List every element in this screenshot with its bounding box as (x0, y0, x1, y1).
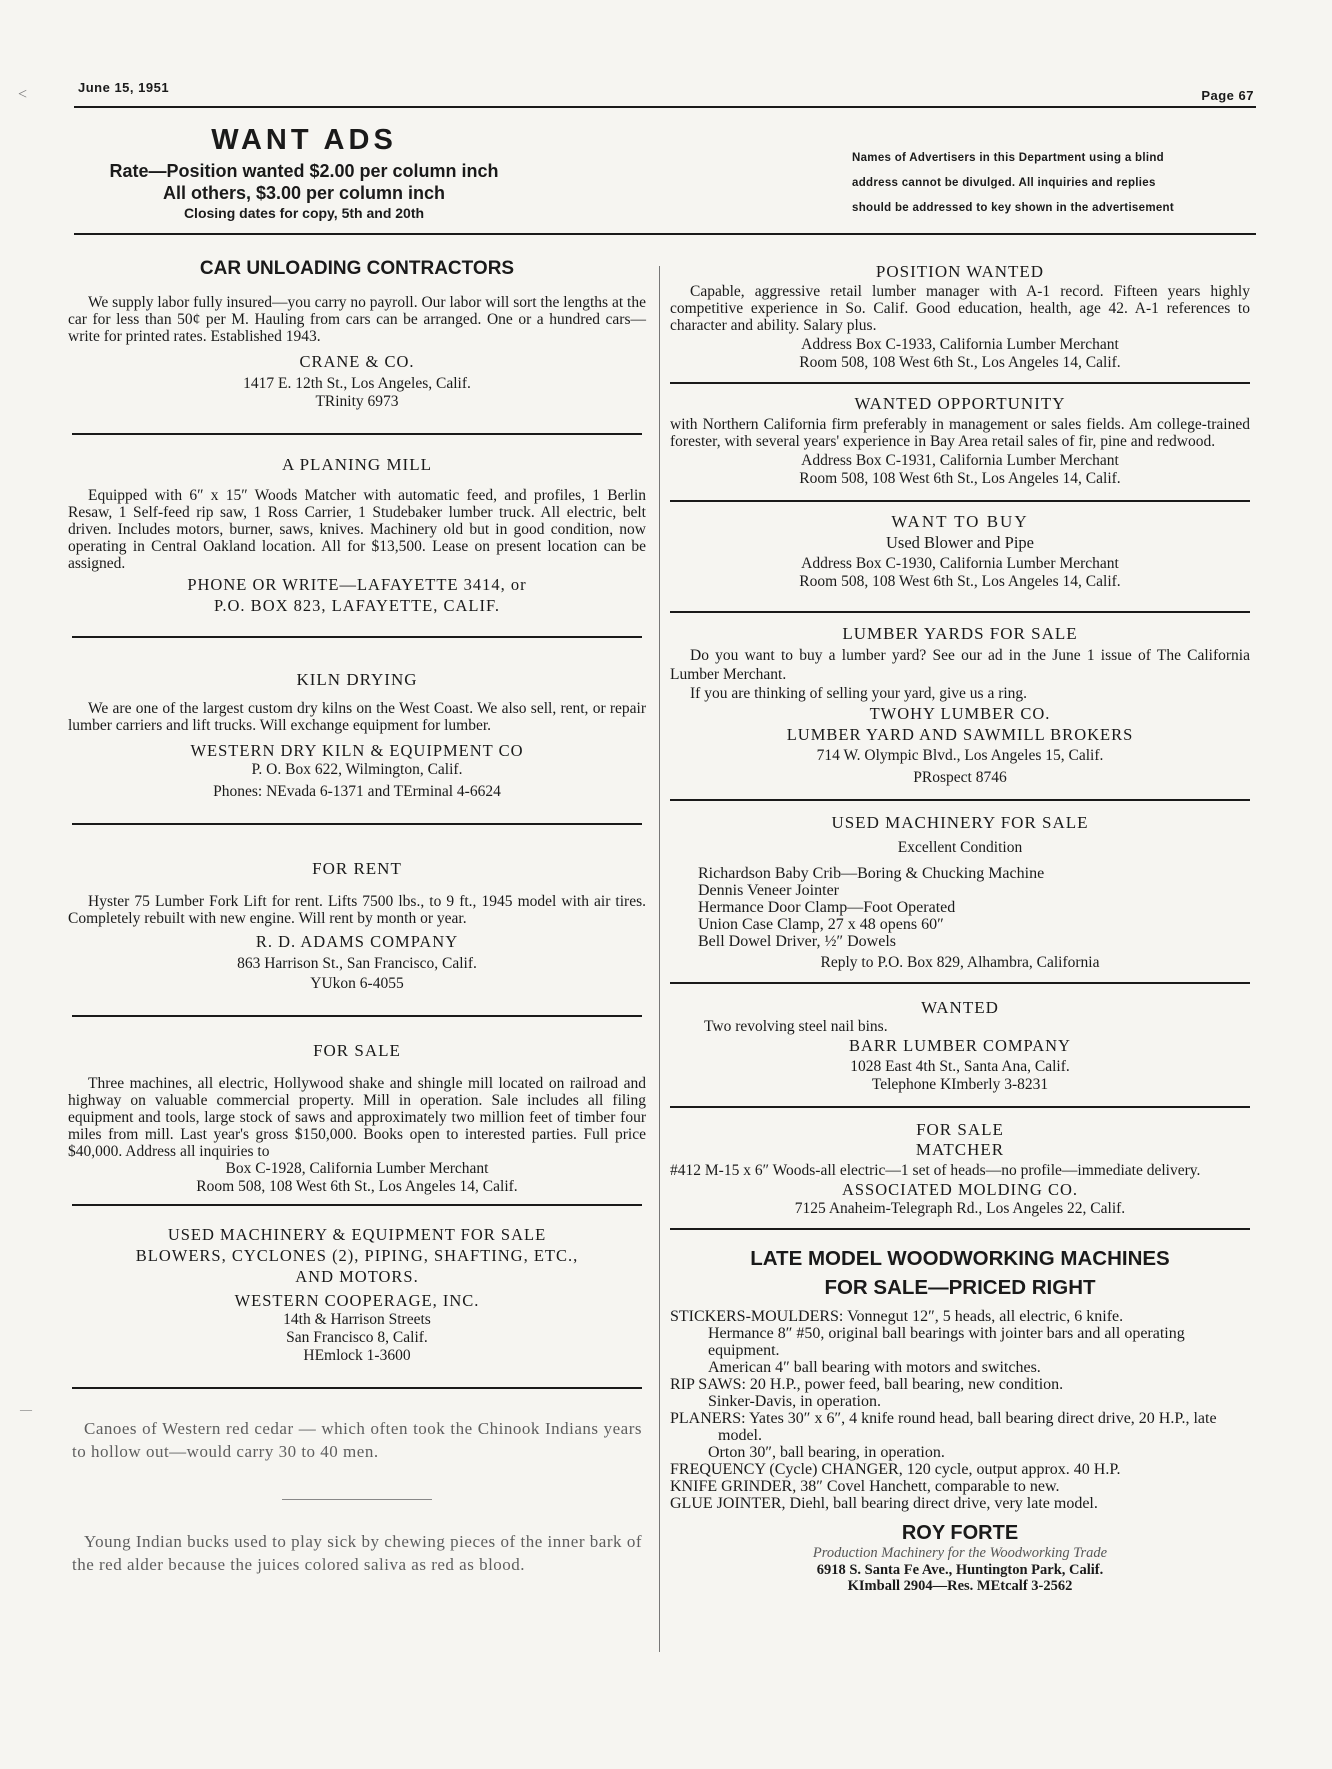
machine-line: Sinker-Davis, in operation. (708, 1393, 881, 1410)
ad-car-unloading (68, 258, 646, 411)
left-column (68, 252, 646, 1576)
advertiser-name: TWOHY LUMBER CO. (869, 704, 1051, 723)
margin-mark: < (18, 86, 28, 103)
fact-text: Young Indian bucks used to play sick by chewing pieces of the inner bark of the red alder because the juices colored saliva as red as blood. (72, 1532, 642, 1574)
ad-body: Two revolving steel nail bins. (704, 1018, 888, 1035)
machine-line: KNIFE GRINDER, 38″ Covel Hanchett, comparable to new. (670, 1478, 1060, 1495)
advertiser-address: 7125 Anaheim-Telegraph Rd., Los Angeles 22, Calif. (794, 1200, 1126, 1217)
advertiser-address-1: 14th & Harrison Streets (283, 1311, 431, 1328)
advertiser-phone: Telephone KImberly 3-8231 (871, 1076, 1049, 1093)
ad-title: WANT TO BUY (891, 512, 1029, 531)
ad-position-wanted (670, 262, 1250, 372)
ad-title: FOR SALE (313, 1041, 401, 1060)
ad-matcher (670, 1120, 1250, 1218)
machine-line: Orton 30″, ball bearing, in operation. (708, 1444, 945, 1461)
ad-title-1: LATE MODEL WOODWORKING MACHINES (750, 1247, 1170, 1270)
ad-divider (72, 1015, 642, 1017)
reply-box: Address Box C-1931, California Lumber Merchant (801, 452, 1119, 469)
ad-heading-line-1: USED MACHINERY & EQUIPMENT FOR SALE (167, 1225, 547, 1244)
machinery-item: Dennis Veneer Jointer (698, 882, 839, 899)
ad-divider (72, 823, 642, 825)
reply-address: Reply to P.O. Box 829, Alhambra, California (820, 954, 1100, 971)
advertiser-phone: HEmlock 1-3600 (303, 1347, 411, 1364)
contact-line-1: PHONE OR WRITE—LAFAYETTE 3414, or (187, 575, 527, 594)
advertiser-address: 1417 E. 12th St., Los Angeles, Calif. (243, 375, 471, 392)
ad-body: Capable, aggressive retail lumber manager with A-1 record. Fifteen years highly competitive experience in So. Calif. Good education, health, age 42. A-1 references to character and ability. Salary plus. (670, 283, 1250, 334)
ad-title: CAR UNLOADING CONTRACTORS (199, 258, 515, 279)
advertiser-name: ROY FORTE (901, 1522, 1019, 1544)
ad-divider (72, 1204, 642, 1206)
machine-line: GLUE JOINTER, Diehl, ball bearing direct drive, very late model. (670, 1495, 1098, 1512)
advertiser-note-2: address cannot be divulged. All inquiries and replies (852, 177, 1156, 189)
ad-title: WANTED OPPORTUNITY (854, 394, 1066, 413)
ad-body: Hyster 75 Lumber Fork Lift for rent. Lifts 7500 lbs., to 9 ft., 1945 model with air tires. Completely rebuilt with new engine. Will rent by month or year. (68, 893, 646, 927)
ad-body: #412 M-15 x 6″ Woods-all electric—1 set of heads—no profile—immediate delivery. (670, 1162, 1201, 1179)
ad-body: We supply labor fully insured—you carry no payroll. Our labor will sort the lengths at the car for less than 50¢ per M. Hauling from cars can be arranged. One or a hundred cars—write for printed rates. Established 1943. (68, 294, 646, 345)
want-ads-title: WANT ADS (211, 124, 397, 156)
advertiser-tagline: Production Machinery for the Woodworking Trade (812, 1545, 1108, 1561)
ad-body: Three machines, all electric, Hollywood shake and shingle mill located on railroad and highway on valuable commercial property. Mill in operation. Sale includes all filing equipment and tools, large stock of saws and approximately two million feet of timber four miles from mill. Last year's gross $150,000. Books open to interested parties. Full price $40,000. Address all inquiries to (68, 1075, 646, 1160)
ad-wanted-nail-bins (670, 998, 1250, 1094)
reply-box: Address Box C-1930, California Lumber Merchant (801, 555, 1119, 572)
ad-divider (670, 382, 1250, 384)
header-rule (74, 106, 1256, 108)
ad-condition: Excellent Condition (897, 839, 1023, 856)
advertiser-phone: YUkon 6-4055 (310, 975, 404, 992)
fact-text: Canoes of Western red cedar — which often took the Chinook Indians years to hollow out—would carry 30 to 40 men. (72, 1419, 642, 1461)
advertiser-name: ASSOCIATED MOLDING CO. (841, 1180, 1079, 1199)
machinery-list (670, 865, 1250, 950)
issue-date: June 15, 1951 (78, 80, 170, 95)
machine-line: PLANERS: Yates 30″ x 6″, 4 knife round head, ball bearing direct drive, 20 H.P., late model. (670, 1410, 1217, 1444)
advertiser-note-1: Names of Advertisers in this Department using a blind (852, 152, 1164, 164)
column-divider (659, 266, 660, 1652)
ad-used-machinery (670, 813, 1250, 972)
advertiser-phones: Phones: NEvada 6-1371 and TErminal 4-6624 (213, 783, 501, 800)
machinery-item: Union Case Clamp, 27 x 48 opens 60″ (698, 916, 944, 933)
ad-body-2: If you are thinking of selling your yard, give us a ring. (690, 685, 1028, 702)
advertiser-name: WESTERN COOPERAGE, INC. (234, 1291, 480, 1310)
ad-planing-mill (68, 455, 646, 616)
advertiser-subname: LUMBER YARD AND SAWMILL BROKERS (786, 725, 1134, 744)
advertiser-name: R. D. ADAMS COMPANY (255, 932, 459, 951)
machine-line: FREQUENCY (Cycle) CHANGER, 120 cycle, output approx. 40 H.P. (670, 1461, 1121, 1478)
filler-fact-canoes (68, 1417, 646, 1463)
ad-divider (72, 636, 642, 638)
ad-item: Used Blower and Pipe (885, 533, 1035, 552)
ad-subtitle: MATCHER (915, 1140, 1005, 1159)
ad-title: A PLANING MILL (282, 455, 432, 474)
advertiser-address: 6918 S. Santa Fe Ave., Huntington Park, Calif. (816, 1562, 1104, 1578)
reply-box: Box C-1928, California Lumber Merchant (225, 1160, 489, 1177)
advertiser-phone: TRinity 6973 (315, 393, 399, 410)
ad-title: FOR SALE (916, 1120, 1004, 1139)
ad-western-cooperage (68, 1224, 646, 1365)
ad-body: Equipped with 6″ x 15″ Woods Matcher with automatic feed, and profiles, 1 Berlin Resaw, 1 Self-feed rip saw, 1 Ross Carrier, 1 Studebaker lumber truck. All electric, belt driven. Includes motors, burner, saws, knives. Machinery old but in good condition, now operating in Central Oakland location. All for $13,500. Lease on present location can be assigned. (68, 487, 646, 572)
ad-divider (670, 799, 1250, 801)
ad-divider (670, 611, 1250, 613)
advertiser-name: BARR LUMBER COMPANY (849, 1036, 1071, 1055)
machinery-item: Hermance Door Clamp—Foot Operated (698, 899, 956, 916)
advertiser-name: WESTERN DRY KILN & EQUIPMENT CO (190, 741, 524, 760)
machine-line: RIP SAWS: 20 H.P., power feed, ball bearing, new condition. (670, 1376, 1064, 1393)
advertiser-address: P. O. Box 622, Wilmington, Calif. (251, 761, 463, 778)
fact-divider (282, 1499, 432, 1500)
ad-heading-line-2: BLOWERS, CYCLONES (2), PIPING, SHAFTING, ETC., (135, 1246, 579, 1265)
ad-body: We are one of the largest custom dry kilns on the West Coast. We also sell, rent, or repair lumber carriers and lift trucks. Will exchange equipment for lumber. (68, 700, 646, 734)
page-number: Page 67 (1201, 88, 1254, 103)
advertiser-address: 863 Harrison St., San Francisco, Calif. (237, 955, 477, 972)
ad-lumber-yards (670, 624, 1250, 787)
reply-room: Room 508, 108 West 6th St., Los Angeles 14, Calif. (799, 573, 1121, 590)
advertiser-phone: PRospect 8746 (913, 769, 1007, 786)
margin-mark: — (20, 1402, 32, 1416)
ad-wanted-opportunity (670, 394, 1250, 488)
reply-room: Room 508, 108 West 6th St., Los Angeles 14, Calif. (799, 470, 1121, 487)
ad-body: Do you want to buy a lumber yard? See our ad in the June 1 issue of The California Lumber Merchant. (670, 647, 1250, 683)
advertiser-address: 1028 East 4th St., Santa Ana, Calif. (850, 1058, 1070, 1075)
ad-for-sale-mill (68, 1041, 646, 1196)
reply-room: Room 508, 108 West 6th St., Los Angeles 14, Calif. (799, 354, 1121, 371)
ad-want-to-buy (670, 512, 1250, 591)
machine-line: STICKERS-MOULDERS: Vonnegut 12″, 5 heads, all electric, 6 knife. (670, 1308, 1124, 1325)
reply-box: Address Box C-1933, California Lumber Merchant (801, 336, 1119, 353)
advertiser-name: CRANE & CO. (299, 352, 415, 371)
machine-line: Hermance 8″ #50, original ball bearings with jointer bars and all operating equipment. (708, 1325, 1185, 1359)
filler-fact-alder (68, 1530, 646, 1576)
ad-heading-line-3: AND MOTORS. (295, 1267, 419, 1286)
machine-line: American 4″ ball bearing with motors and switches. (708, 1359, 1041, 1376)
ad-divider (670, 982, 1250, 984)
advertiser-phone: KImball 2904—Res. MEtcalf 3-2562 (847, 1578, 1073, 1594)
ad-title: WANTED (921, 998, 999, 1017)
ad-title: KILN DRYING (296, 670, 418, 689)
ad-divider (670, 500, 1250, 502)
advertiser-address-2: San Francisco 8, Calif. (286, 1329, 428, 1346)
contact-line-2: P.O. BOX 823, LAFAYETTE, CALIF. (214, 596, 500, 615)
ad-title-2: FOR SALE—PRICED RIGHT (824, 1276, 1096, 1299)
ad-for-rent (68, 859, 646, 993)
right-column (670, 252, 1250, 1594)
ad-divider (72, 433, 642, 435)
rate-line-3: Closing dates for copy, 5th and 20th (183, 205, 425, 221)
ad-divider (670, 1228, 1250, 1230)
rate-line-2: All others, $3.00 per column inch (162, 183, 446, 203)
ad-title: USED MACHINERY FOR SALE (831, 813, 1089, 832)
ad-divider (72, 1387, 642, 1389)
machinery-item: Richardson Baby Crib—Boring & Chucking Machine (698, 865, 1045, 882)
ad-title: LUMBER YARDS FOR SALE (842, 624, 1078, 643)
masthead-rule (74, 233, 1256, 235)
ad-divider (670, 1106, 1250, 1108)
ad-title: FOR RENT (312, 859, 402, 878)
ad-roy-forte (670, 1244, 1250, 1594)
machinery-item: Bell Dowel Driver, ½″ Dowels (698, 933, 896, 950)
advertiser-note-3: should be addressed to key shown in the advertisement (852, 202, 1175, 214)
advertiser-address: 714 W. Olympic Blvd., Los Angeles 15, Calif. (816, 747, 1104, 764)
reply-room: Room 508, 108 West 6th St., Los Angeles 14, Calif. (196, 1178, 518, 1195)
ad-kiln-drying (68, 670, 646, 801)
rate-line-1: Rate—Position wanted $2.00 per column inch (109, 161, 499, 181)
ad-body: with Northern California firm preferably in management or sales fields. Am college-trained forester, with several years' experience in Bay Area retail sales of fir, pine and redwood. (670, 416, 1250, 450)
ad-title: POSITION WANTED (875, 262, 1045, 281)
